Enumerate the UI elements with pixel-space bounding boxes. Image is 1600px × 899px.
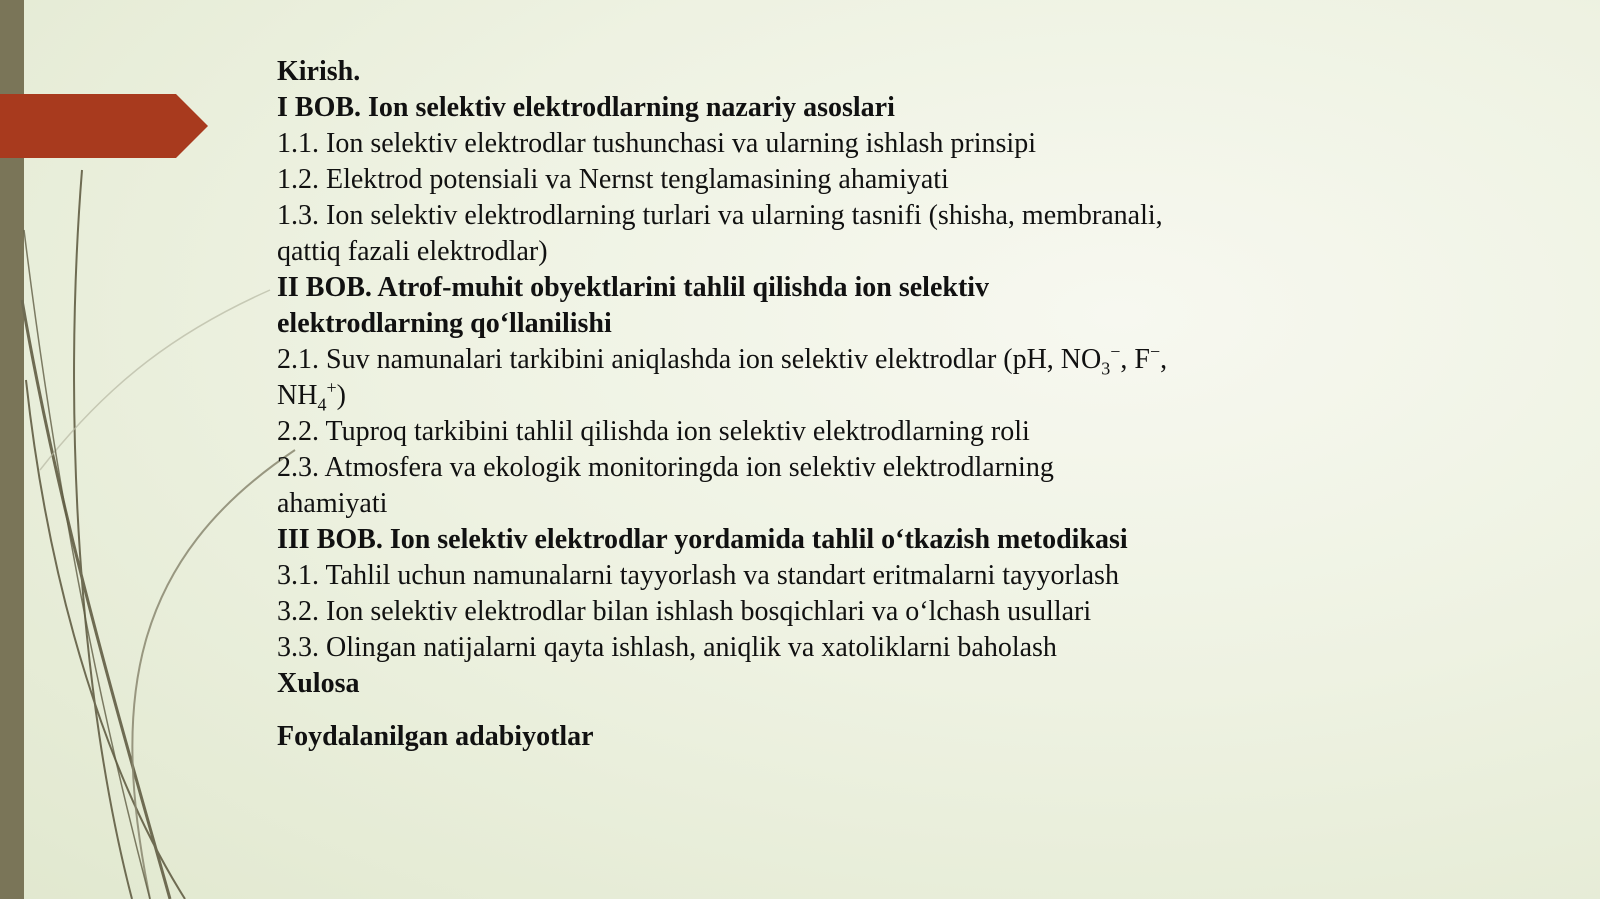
- nh4-text: NH: [277, 380, 318, 411]
- no3-subscript: 3: [1101, 358, 1111, 379]
- toc-references: Foydalanilgan adabiyotlar: [277, 721, 594, 752]
- accent-tab: [0, 94, 208, 158]
- no3-superscript: −: [1110, 341, 1121, 362]
- toc-section-1-1: 1.1. Ion selektiv elektrodlar tushunchasi va ularning ishlash prinsipi: [277, 128, 1036, 159]
- curve-4: [132, 450, 295, 899]
- toc-section-2-1-sep: , F: [1120, 344, 1150, 375]
- toc-section-2-1-text: 2.1. Suv namunalari tarkibini aniqlashda ion selektiv elektrodlar (pH, NO: [277, 344, 1102, 375]
- toc-section-2-1-tail: ,: [1160, 344, 1168, 375]
- toc-chapter-3-title: III BOB. Ion selektiv elektrodlar yordamida tahlil o‘tkazish metodikasi: [277, 524, 1128, 555]
- toc-section-2-1-line2: [277, 378, 1277, 414]
- toc-intro: Kirish.: [277, 56, 361, 87]
- toc-section-2-1-line1: [277, 342, 1277, 378]
- f-superscript: −: [1149, 341, 1161, 362]
- toc-chapter-2-title-line1: II BOB. Atrof-muhit obyektlarini tahlil qilishda ion selektiv: [277, 272, 990, 303]
- table-of-contents: [277, 54, 1277, 755]
- nh4-superscript: +: [326, 377, 337, 398]
- decorative-curves: [0, 0, 320, 899]
- toc-section-2-3-line1: 2.3. Atmosfera va ekologik monitoringda ion selektiv elektrodlarning: [277, 452, 1054, 483]
- toc-conclusion: Xulosa: [277, 668, 360, 699]
- toc-section-3-2: 3.2. Ion selektiv elektrodlar bilan ishlash bosqichlari va o‘lchash usullari: [277, 596, 1092, 627]
- toc-section-1-3-line1: 1.3. Ion selektiv elektrodlarning turlari va ularning tasnifi (shisha, membranali,: [277, 200, 1163, 231]
- toc-section-1-2: 1.2. Elektrod potensiali va Nernst tenglamasining ahamiyati: [277, 164, 949, 195]
- curve-1: [22, 300, 170, 899]
- toc-chapter-2-title-line2: elektrodlarning qo‘llanilishi: [277, 308, 612, 339]
- toc-section-2-3-line2: ahamiyati: [277, 488, 388, 519]
- nh4-tail: ): [336, 380, 346, 411]
- toc-section-3-3: 3.3. Olingan natijalarni qayta ishlash, aniqlik va xatoliklarni baholash: [277, 632, 1057, 663]
- nh4-subscript: 4: [317, 394, 327, 415]
- toc-section-2-2: 2.2. Tuproq tarkibini tahlil qilishda ion selektiv elektrodlarning roli: [277, 416, 1030, 447]
- toc-section-1-3-line2: qattiq fazali elektrodlar): [277, 236, 548, 267]
- toc-chapter-1-title: I BOB. Ion selektiv elektrodlarning nazariy asoslari: [277, 92, 895, 123]
- toc-section-3-1: 3.1. Tahlil uchun namunalarni tayyorlash va standart eritmalarni tayyorlash: [277, 560, 1119, 591]
